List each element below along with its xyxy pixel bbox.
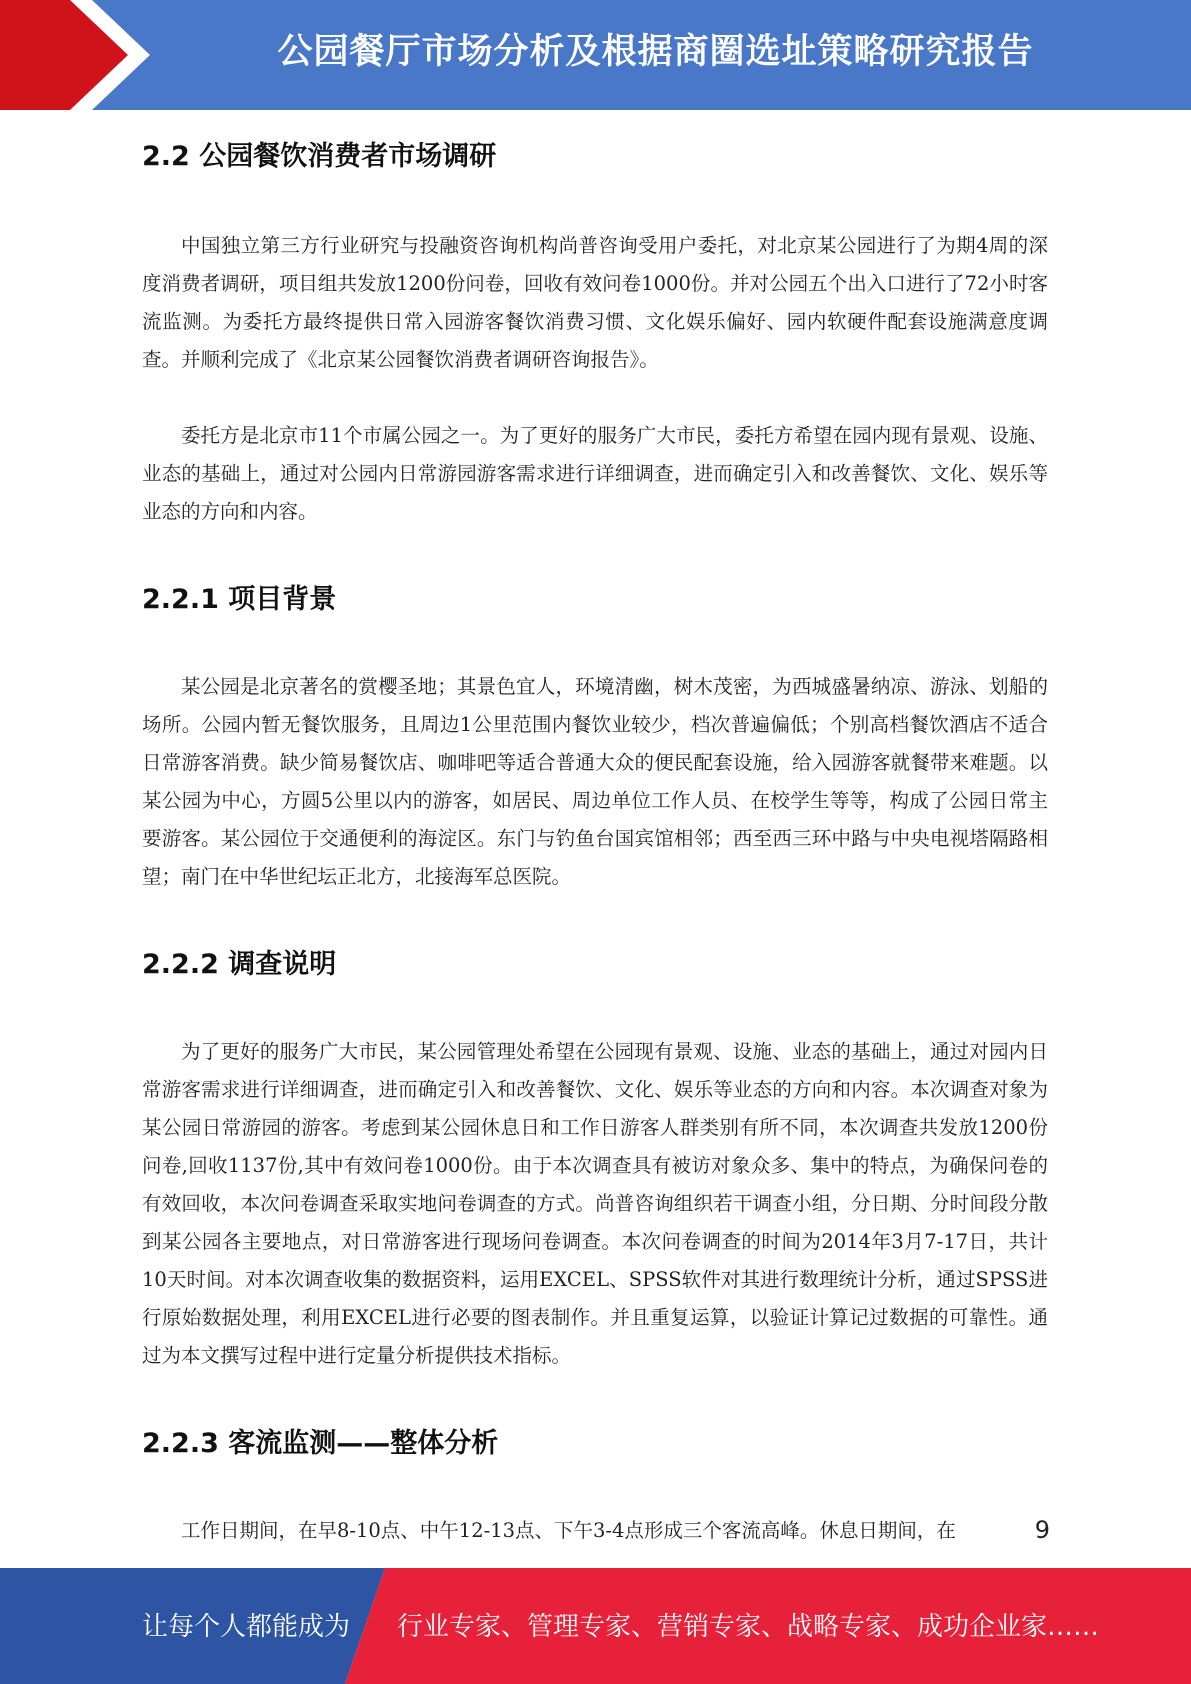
footer-banner	[0, 1568, 1191, 1684]
footer-slogan-right: 行业专家、管理专家、营销专家、战略专家、成功企业家……	[397, 1612, 1100, 1642]
footer-slogan-left: 让每个人都能成为	[142, 1612, 351, 1642]
paragraph: 中国独立第三方行业研究与投融资咨询机构尚普咨询受用户委托，对北京某公园进行了为期4周的深度消费者调研，项目组共发放1200份问卷，回收有效问卷1000份。并对公园五个出入口进行了72小时客流监测。为委托方最终提供日常入园游客餐饮消费习惯、文化娱乐偏好、园内软硬件配套设施满意度调查。并顺利完成了《北京某公园餐饮消费者调研咨询报告》。	[142, 234, 1048, 371]
paragraph: 某公园是北京著名的赏樱圣地；其景色宜人，环境清幽，树木茂密，为西城盛暑纳凉、游泳、划船的场所。公园内暂无餐饮服务，且周边1公里范围内餐饮业较少，档次普遍偏低；个别高档餐饮酒店不适合日常游客消费。缺少简易餐饮店、咖啡吧等适合普通大众的便民配套设施，给入园游客就餐带来难题。以某公园为中心，方圆5公里以内的游客，如居民、周边单位工作人员、在校学生等等，构成了公园日常主要游客。某公园位于交通便利的海淀区。东门与钓鱼台国宾馆相邻；西至西三环中路与中央电视塔隔路相望；南门在中华世纪坛正北方，北接海军总医院。	[142, 675, 1048, 888]
header-banner	[0, 0, 1191, 110]
section-heading: 2.2 公园餐饮消费者市场调研	[142, 141, 497, 172]
subsection-heading: 2.2.1 项目背景	[142, 584, 337, 615]
page-content	[142, 130, 1048, 1550]
report-title: 公园餐厅市场分析及根据商圈选址策略研究报告	[277, 32, 1034, 72]
subsection-heading: 2.2.3 客流监测——整体分析	[142, 1428, 499, 1459]
subsection-heading: 2.2.2 调查说明	[142, 949, 337, 980]
page-number: 9	[1034, 1516, 1050, 1544]
paragraph: 委托方是北京市11个市属公园之一。为了更好的服务广大市民，委托方希望在园内现有景观、设施、业态的基础上，通过对公园内日常游园游客需求进行详细调查，进而确定引入和改善餐饮、文化、娱乐等业态的方向和内容。	[142, 424, 1048, 523]
paragraph: 工作日期间，在早8-10点、中午12-13点、下午3-4点形成三个客流高峰。休息日期间，在	[181, 1519, 956, 1542]
paragraph: 为了更好的服务广大市民，某公园管理处希望在公园现有景观、设施、业态的基础上，通过对园内日常游客需求进行详细调查，进而确定引入和改善餐饮、文化、娱乐等业态的方向和内容。本次调查对象为某公园日常游园的游客。考虑到某公园休息日和工作日游客人群类别有所不同，本次调查共发放1200份问卷,回收1137份,其中有效问卷1000份。由于本次调查具有被访对象众多、集中的特点，为确保问卷的有效回收，本次问卷调查采取实地问卷调查的方式。尚普咨询组织若干调查小组，分日期、分时间段分散到某公园各主要地点，对日常游客进行现场问卷调查。本次问卷调查的时间为2014年3月7-17日，共计10天时间。对本次调查收集的数据资料，运用EXCEL、SPSS软件对其进行数理统计分析，通过SPSS进行原始数据处理，利用EXCEL进行必要的图表制作。并且重复运算，以验证计算记过数据的可靠性。通过为本文撰写过程中进行定量分析提供技术指标。	[142, 1040, 1048, 1367]
